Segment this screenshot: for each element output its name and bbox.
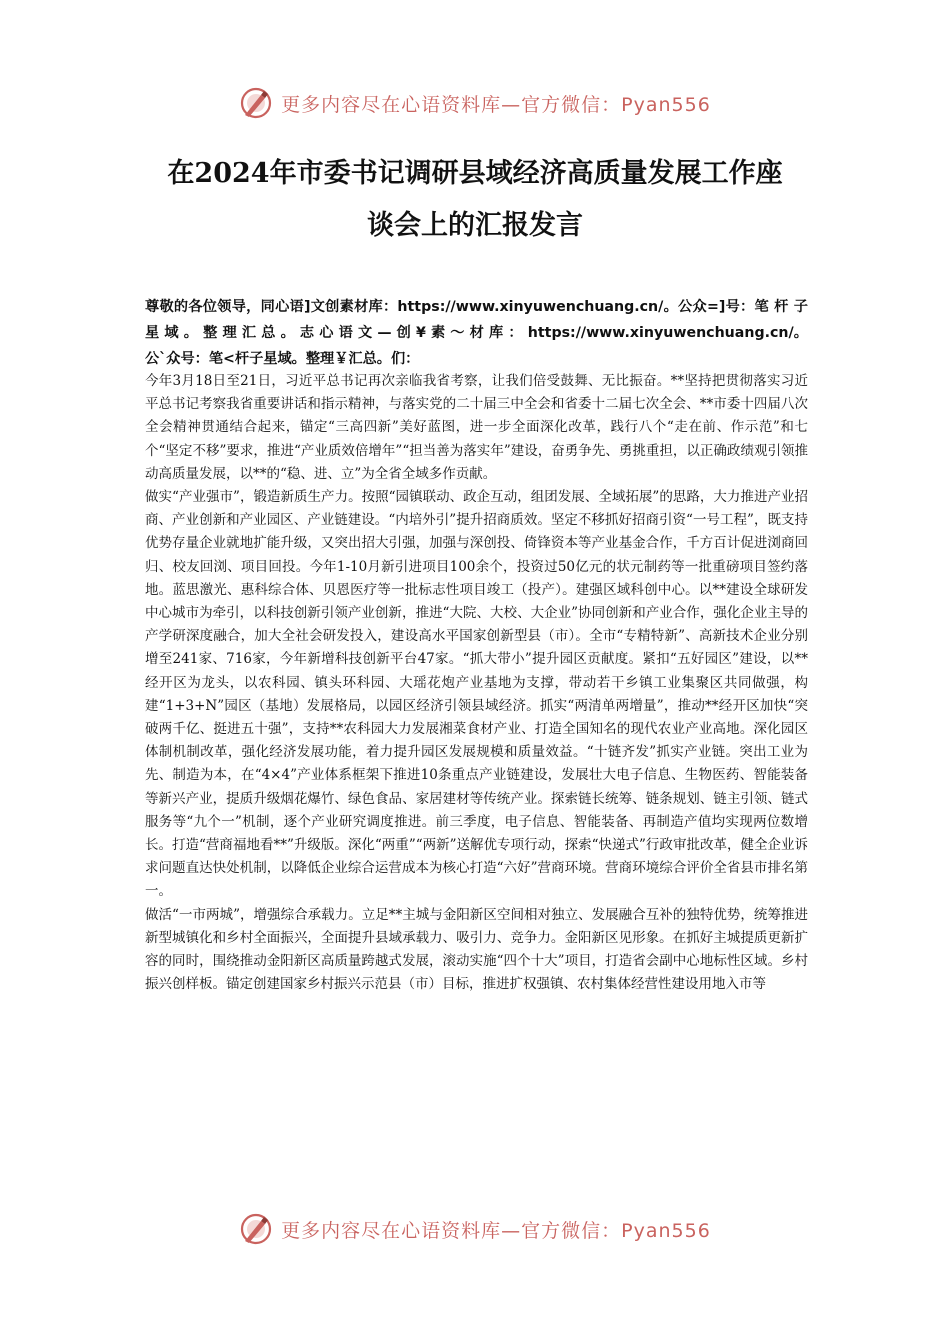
salutation-intro: 尊敬的各位领导，同心语]文创素材库：https://www.xinyuwenchuang.cn/。公众=]号：笔 杆 子 星 域 。 整 理 汇 总 。 志 心 语 文 — 创 ¥ 素 ～ 材 库 ： https://www.xinyuwenchuang.cn/。公`众号：笔<杆子星域。整理￥汇总。们： (145, 299, 808, 367)
pen-logo-icon (239, 86, 273, 120)
pen-logo-icon (239, 1212, 273, 1246)
watermark-text: 更多内容尽在心语资料库—官方微信：Pyan556 (281, 93, 711, 116)
document-body (145, 370, 808, 996)
document-title (140, 148, 810, 252)
watermark-banner-bottom (0, 1207, 950, 1251)
watermark-banner-top (0, 81, 950, 125)
body-paragraph: 今年3月18日至21日，习近平总书记再次亲临我省考察，让我们倍受鼓舞、无比振奋。**坚持把贯彻落实习近平总书记考察我省重要讲话和指示精神，与落实党的二十届三中全会和省委十二届七次全会、**市委十四届八次全会精神贯通结合起来，锚定“三高四新”美好蓝图，进一步全面深化改革，践行八个“走在前、作示范”和七个“坚定不移”要求，推进“产业质效倍增年”“担当善为落实年”建设，奋勇争先、勇挑重担，以正确政绩观引领推动高质量发展，以**的“稳、进、立”为全省全域多作贡献。 (145, 373, 808, 482)
title-line-1: 在2024年市委书记调研县域经济高质量发展工作座 (167, 158, 783, 189)
body-paragraph: 做实“产业强市”，锻造新质生产力。按照“园镇联动、政企互动，组团发展、全域拓展”的思路，大力推进产业招商、产业创新和产业园区、产业链建设。“内培外引”提升招商质效。坚定不移抓好招商引资“一号工程”，既支持优势存量企业就地扩能升级，又突出招大引强，加强与深创投、倚锋资本等产业基金合作，千方百计促进浏商回归、校友回浏、项目回投。今年1-10月新引进项目100余个，投资过50亿元的状元制药等一批重磅项目签约落地。蓝思激光、惠科综合体、贝恩医疗等一批标志性项目竣工（投产）。建强区域科创中心。以**建设全球研发中心城市为牵引，以科技创新引领产业创新，推进“大院、大校、大企业”协同创新和产业合作，强化企业主导的产学研深度融合，加大全社会研发投入，建设高水平国家创新型县（市）。全市“专精特新”、高新技术企业分别增至241家、716家，今年新增科技创新平台47家。“抓大带小”提升园区贡献度。紧扣“五好园区”建设，以**经开区为龙头，以农科园、镇头环科园、大瑶花炮产业基地为支撑，带动若干乡镇工业集聚区共同做强，构建“1+3+N”园区（基地）发展格局，以园区经济引领县域经济。抓实“两清单两增量”，推动**经开区加快“突破两千亿、挺进五十强”，支持**农科园大力发展湘菜食材产业、打造全国知名的现代农业产业高地。深化园区体制机制改革，强化经济发展功能，着力提升园区发展规模和质量效益。“十链齐发”抓实产业链。突出工业为先、制造为本，在“4×4”产业体系框架下推进10条重点产业链建设，发展壮大电子信息、生物医药、智能装备等新兴产业，提质升级烟花爆竹、绿色食品、家居建材等传统产业。探索链长统筹、链条规划、链主引领、链式服务等“九个一”机制，逐个产业研究调度推进。前三季度，电子信息、智能装备、再制造产值均实现两位数增长。打造“营商福地看**”升级版。深化“两重”“两新”送解优专项行动，探索“快递式”行政审批改革，健全企业诉求问题直达快处机制，以降低企业综合运营成本为核心打造“六好”营商环境。营商环境综合评价全省县市排名第一。 (145, 489, 808, 900)
watermark-text: 更多内容尽在心语资料库—官方微信：Pyan556 (281, 1219, 711, 1242)
title-line-2: 谈会上的汇报发言 (367, 210, 583, 241)
body-paragraph: 做活“一市两城”，增强综合承载力。立足**主城与金阳新区空间相对独立、发展融合互补的独特优势，统筹推进新型城镇化和乡村全面振兴，全面提升县域承载力、吸引力、竞争力。金阳新区见形象。在抓好主城提质更新扩容的同时，围绕推动金阳新区高质量跨越式发展，滚动实施“四个十大”项目，打造省会副中心地标性区域。乡村振兴创样板。锚定创建国家乡村振兴示范县（市）目标，推进扩权强镇、农村集体经营性建设用地入市等 (145, 906, 808, 993)
